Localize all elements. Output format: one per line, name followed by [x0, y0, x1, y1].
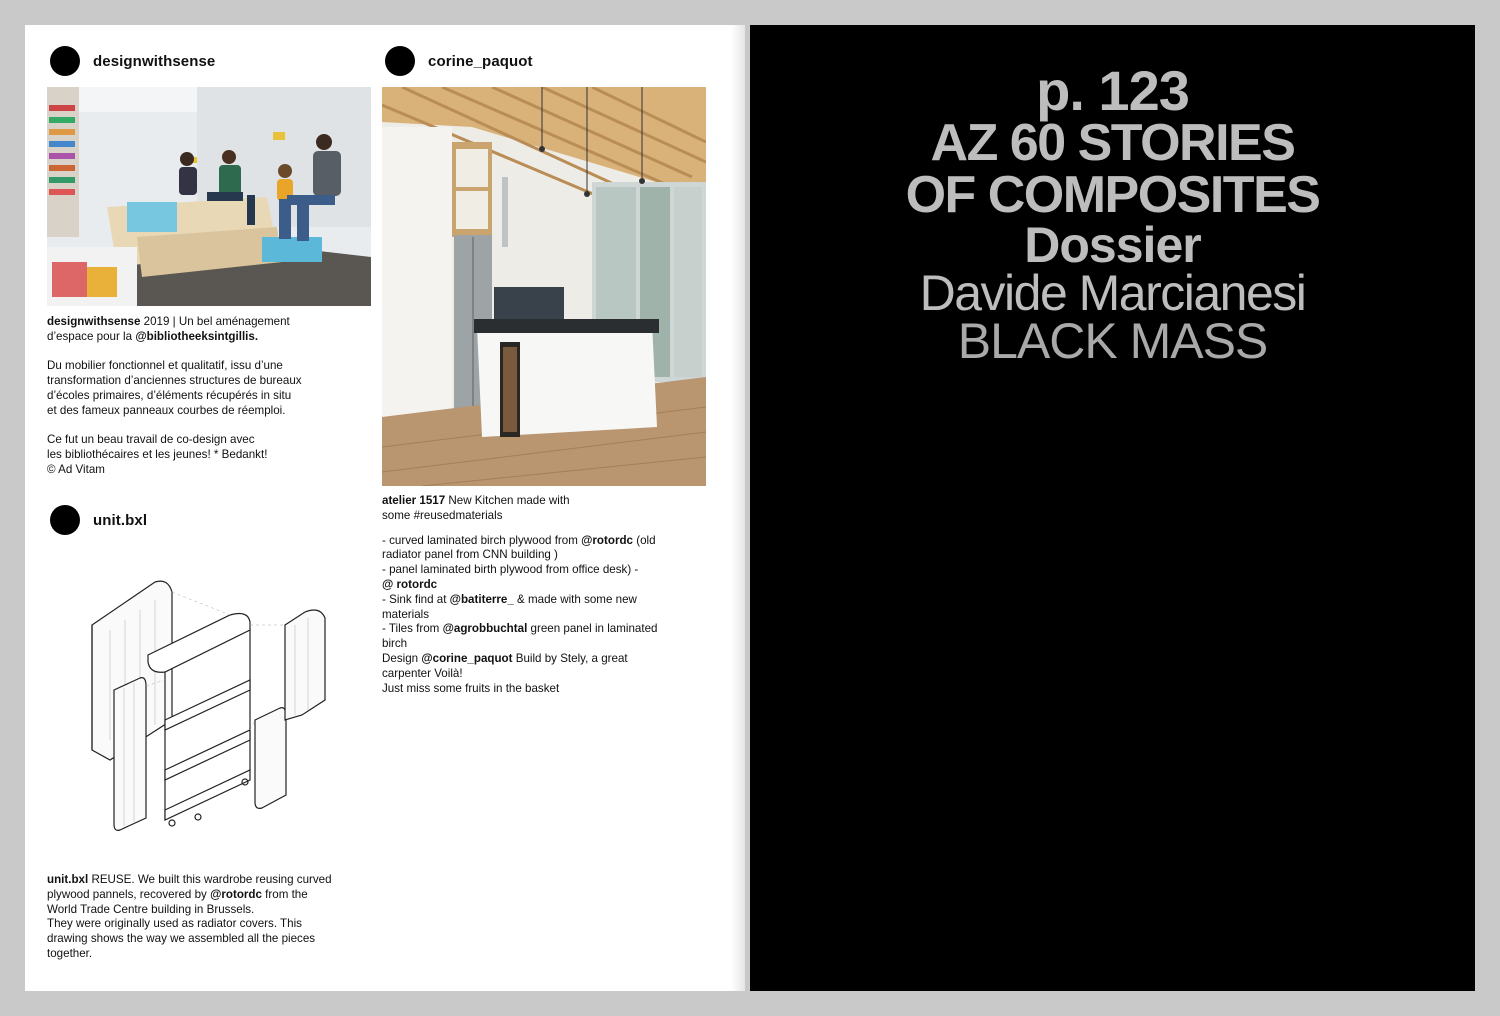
caption-line: green panel in laminated — [527, 622, 658, 636]
caption-text: some #reusedmaterials — [382, 508, 503, 522]
post-caption-corine-paquot — [382, 494, 702, 696]
title-text: STORIES — [1064, 114, 1295, 172]
article-title-line-2: OF COMPOSITES — [905, 166, 1320, 224]
caption-line: Just miss some fruits in the basket — [382, 681, 560, 695]
caption-mention: @rotordc — [581, 533, 633, 547]
post-header-unit-bxl — [50, 505, 147, 535]
subtitle: BLACK MASS — [957, 313, 1268, 369]
caption-line: World Trade Centre building in Brussels. — [47, 902, 255, 916]
caption-line: from the — [261, 887, 308, 901]
caption-line: - curved laminated birch plywood from — [382, 533, 582, 547]
post-handle: unit.bxl — [93, 511, 148, 529]
caption-mention: @batiterre_ — [449, 592, 514, 606]
post-caption-unit-bxl — [47, 873, 377, 962]
caption-line: les bibliothécaires et les jeunes! * Bedankt! — [47, 448, 268, 462]
author-name: Davide Marcianesi — [919, 265, 1306, 321]
caption-handle: designwithsense — [47, 315, 141, 328]
caption-mention: @ rotordc — [382, 577, 438, 591]
section-title-block — [750, 59, 1475, 369]
caption-mention: @corine_paquot — [421, 651, 513, 665]
caption-line: drawing shows the way we assembled all the pieces — [47, 932, 316, 946]
caption-line: & made with some new — [513, 592, 637, 606]
caption-line: materials — [382, 607, 430, 621]
caption-line: - Sink find at — [382, 592, 450, 606]
caption-line: together. — [47, 946, 93, 960]
caption-text: REUSE. We built this wardrobe reusing curved — [88, 873, 332, 886]
caption-line: Ce fut un beau travail de co-design avec — [47, 433, 255, 447]
caption-line: Design — [382, 651, 422, 665]
caption-line: d’écoles primaires, d’éléments récupérés in situ — [47, 388, 292, 402]
article-title-line-1 — [750, 114, 1475, 172]
caption-text: New Kitchen made with — [445, 494, 570, 507]
caption-mention: @rotordc — [210, 887, 262, 901]
caption-mention: @agrobbuchtal — [442, 622, 528, 636]
caption-text: 2019 | Un bel aménagement — [140, 315, 290, 328]
caption-line: - Tiles from — [382, 622, 443, 636]
caption-line: plywood pannels, recovered by — [47, 887, 211, 901]
caption-line: carpenter Voilà! — [382, 666, 463, 680]
caption-line: birch — [382, 637, 408, 651]
right-page — [750, 25, 1475, 991]
caption-line: They were originally used as radiator covers. This — [47, 917, 302, 931]
avatar — [50, 46, 80, 76]
title-emphasis: AZ 60 — [930, 114, 1065, 172]
wardrobe-drawing — [80, 570, 340, 840]
left-page — [25, 25, 745, 991]
post-handle: designwithsense — [93, 52, 216, 70]
avatar — [50, 505, 80, 535]
post-header-designwithsense — [50, 46, 215, 76]
caption-line: (old — [633, 533, 656, 547]
caption-handle: atelier 1517 — [382, 494, 446, 507]
page-gutter-shadow — [731, 25, 745, 991]
caption-line: radiator panel from CNN building ) — [382, 548, 558, 562]
caption-line: Du mobilier fonctionnel et qualitatif, issu d’une — [47, 359, 283, 373]
library-photo — [47, 87, 371, 306]
caption-mention: @bibliotheeksintgillis. — [135, 329, 259, 343]
post-caption-designwithsense — [47, 315, 367, 493]
wardrobe-exploded-illustration — [80, 570, 340, 840]
kitchen-illustration — [382, 87, 706, 486]
caption-handle: unit.bxl — [47, 873, 89, 886]
caption-line: transformation d’anciennes structures de bureaux — [47, 374, 302, 388]
caption-text: d’espace pour la — [47, 329, 136, 343]
avatar — [385, 46, 415, 76]
caption-line: - panel laminated birth plywood from office desk) - — [382, 563, 639, 577]
library-illustration — [47, 87, 371, 306]
caption-line: Build by Stely, a great — [512, 651, 628, 665]
section-label: Dossier — [1024, 217, 1201, 273]
page-reference: p. 123 — [1036, 59, 1189, 122]
post-header-corine-paquot — [385, 46, 533, 76]
kitchen-photo — [382, 87, 706, 486]
caption-line: et des fameux panneaux courbes de réemploi. — [47, 403, 286, 417]
post-handle: corine_paquot — [428, 52, 533, 70]
caption-line: © Ad Vitam — [47, 462, 105, 476]
